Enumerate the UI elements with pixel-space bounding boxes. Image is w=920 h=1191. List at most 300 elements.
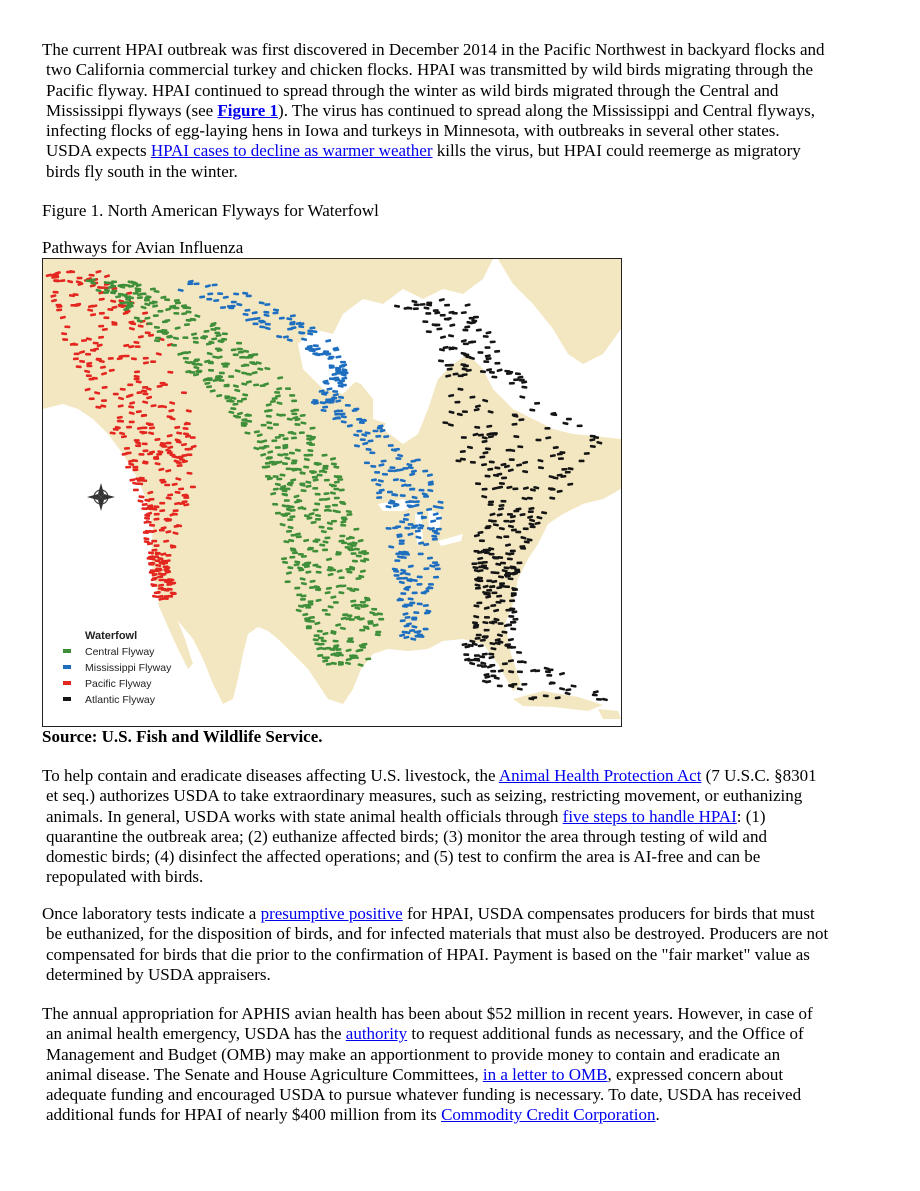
pacific-bird-marker [89,397,95,400]
central-bird-marker [334,497,340,500]
central-bird-marker [301,555,307,558]
atlantic-bird-marker [491,591,497,594]
mississippi-bird-marker [356,430,362,433]
atlantic-bird-marker [475,587,481,590]
central-bird-marker [162,320,168,323]
mississippi-bird-marker [394,559,400,562]
pacific-bird-marker [141,479,147,482]
authority-link[interactable]: authority [345,1024,408,1044]
pacific-bird-marker [124,355,130,358]
atlantic-bird-marker [488,653,494,656]
atlantic-bird-marker [596,698,602,701]
p3-line-2: be euthanized, for the disposition of birds, and for infected materials that must also be destroyed. Producers are not [46,924,829,944]
mississippi-bird-marker [405,484,411,487]
p4-line-4 [42,1065,892,1085]
pacific-bird-marker [85,353,91,356]
central-bird-marker [276,478,282,481]
mississippi-bird-marker [388,469,394,472]
mississippi-bird-marker [287,327,293,330]
paragraph-3 [42,904,892,985]
atlantic-bird-marker [494,362,500,365]
intro-line-5: infecting flocks of egg-laying hens in Iowa and turkeys in Minnesota, with outbreaks in several other states. [46,121,780,141]
central-bird-marker [275,446,281,449]
pacific-bird-marker [132,466,138,469]
atlantic-bird-marker [463,343,469,346]
pacific-bird-marker [111,323,117,326]
central-bird-marker [333,640,339,643]
atlantic-bird-marker [473,316,479,319]
pacific-bird-marker [86,374,92,377]
pacific-bird-marker [93,342,99,345]
central-bird-marker [222,332,228,335]
pacific-bird-marker [129,421,135,424]
atlantic-bird-marker [448,364,454,367]
atlantic-bird-marker [509,599,515,602]
mississippi-bird-marker [428,583,434,586]
central-bird-marker [173,312,179,315]
pacific-bird-marker [74,352,80,355]
pacific-bird-marker [108,357,114,360]
central-bird-marker [371,608,377,611]
mississippi-bird-marker [345,404,351,407]
mississippi-bird-marker [272,311,278,314]
atlantic-bird-marker [502,662,508,665]
mississippi-bird-marker [332,390,338,393]
central-bird-marker [289,556,295,559]
pacific-bird-marker [190,436,196,439]
central-bird-marker [312,550,318,553]
central-bird-marker [285,387,291,390]
pacific-bird-marker [125,466,131,469]
central-bird-marker [348,640,354,643]
mississippi-bird-marker [341,384,347,387]
atlantic-bird-marker [422,320,428,323]
atlantic-bird-marker [507,557,513,560]
atlantic-bird-marker [458,375,464,378]
central-bird-marker [265,462,271,465]
central-bird-marker [331,520,337,523]
legend-label-central: Central Flyway [85,646,155,658]
five-steps-link[interactable]: five steps to handle HPAI [562,806,737,826]
pacific-bird-marker [134,370,140,373]
central-bird-marker [365,657,371,660]
central-bird-marker [360,601,366,604]
atlantic-bird-marker [477,664,483,667]
atlantic-bird-marker [463,653,469,656]
central-bird-marker [291,412,297,415]
pacific-bird-marker [190,486,196,489]
mississippi-bird-marker [325,399,331,402]
central-bird-marker [289,394,295,397]
intro-paragraph [42,40,892,182]
mississippi-bird-marker [423,495,429,498]
central-bird-marker [237,400,243,403]
atlantic-bird-marker [503,535,509,538]
figure-1-link[interactable]: Figure 1 [217,100,279,120]
atlantic-bird-marker [499,582,505,585]
mississippi-bird-marker [246,295,252,298]
central-bird-marker [285,580,291,583]
atlantic-bird-marker [512,618,518,621]
figure-source: Source: U.S. Fish and Wildlife Service. [42,727,323,746]
central-bird-marker [317,630,323,633]
central-bird-marker [335,553,341,556]
atlantic-bird-marker [498,622,504,625]
central-bird-marker [237,348,243,351]
central-bird-marker [304,454,310,457]
paragraph-2 [42,766,892,888]
mississippi-bird-marker [395,457,401,460]
atlantic-bird-marker [461,436,467,439]
pacific-bird-marker [54,279,60,282]
atlantic-bird-marker [510,646,516,649]
legend-label-pacific: Pacific Flyway [85,678,152,690]
atlantic-bird-marker [485,592,491,595]
central-bird-marker [313,508,319,511]
central-bird-marker [312,487,318,490]
central-bird-marker [306,625,312,628]
atlantic-bird-marker [497,684,503,687]
central-bird-marker [184,323,190,326]
mississippi-bird-marker [313,344,319,347]
mississippi-bird-marker [388,444,394,447]
atlantic-bird-marker [509,607,515,610]
atlantic-bird-marker [548,487,554,490]
intro-line-6 [42,141,892,161]
mississippi-bird-marker [403,467,409,470]
atlantic-bird-marker [512,487,518,490]
atlantic-bird-marker [425,312,431,315]
atlantic-bird-marker [523,527,529,530]
central-bird-marker [111,289,117,292]
p2-line-4: quarantine the outbreak area; (2) euthanize affected birds; (3) monitor the area through testing of wild and [46,826,767,846]
central-bird-marker [214,332,220,335]
mississippi-bird-marker [423,567,429,570]
central-bird-marker [296,535,302,538]
central-bird-marker [333,488,339,491]
legend-title: Waterfowl [85,630,138,642]
atlantic-bird-marker [433,309,439,312]
mississippi-bird-marker [417,602,423,605]
pacific-bird-marker [168,579,174,582]
central-bird-marker [137,296,143,299]
central-bird-marker [289,452,295,455]
pacific-bird-marker [86,365,92,368]
mississippi-bird-marker [386,527,392,530]
p2-line-1 [42,766,892,786]
pacific-bird-marker [145,331,151,334]
atlantic-bird-marker [500,562,506,565]
p2-line-2: et seq.) authorizes USDA to take extraordinary measures, such as seizing, restricting movement, or euthanizing [46,786,803,806]
mississippi-bird-marker [361,419,367,422]
mississippi-bird-marker [231,301,237,304]
pacific-bird-marker [151,540,157,543]
mississippi-bird-marker [397,598,403,601]
central-bird-marker [356,555,362,558]
central-bird-marker [275,512,281,515]
pacific-bird-marker [73,357,79,360]
atlantic-bird-marker [507,371,513,374]
pacific-bird-marker [56,304,62,307]
central-bird-marker [291,459,297,462]
atlantic-bird-marker [561,468,567,471]
central-bird-marker [271,439,277,442]
central-bird-marker [367,620,373,623]
mississippi-bird-marker [360,438,366,441]
central-bird-marker [291,534,297,537]
pacific-bird-marker [163,565,169,568]
atlantic-bird-marker [489,664,495,667]
pacific-bird-marker [157,575,163,578]
mississippi-bird-marker [432,538,438,541]
pacific-bird-marker [159,529,165,532]
central-bird-marker [308,600,314,603]
pacific-bird-marker [164,484,170,487]
atlantic-bird-marker [510,627,516,630]
central-bird-marker [219,339,225,342]
central-bird-marker [296,593,302,596]
atlantic-bird-marker [413,307,419,310]
atlantic-bird-marker [414,303,420,306]
central-bird-marker [300,472,306,475]
central-bird-marker [373,613,379,616]
central-bird-marker [337,478,343,481]
central-bird-marker [316,571,322,574]
central-bird-marker [318,637,324,640]
pacific-bird-marker [127,384,133,387]
atlantic-bird-marker [558,457,564,460]
p2-line-3-post: : (1) [736,806,766,826]
mississippi-bird-marker [230,305,236,308]
central-bird-marker [349,618,355,621]
atlantic-bird-marker [452,312,458,315]
central-bird-marker [280,414,286,417]
intro-line-4-post: ). The virus has continued to spread along the Mississippi and Central flyways, [278,100,816,120]
pacific-bird-marker [142,449,148,452]
mississippi-bird-marker [289,323,295,326]
p2-line-3-pre: animals. In general, USDA works with state animal health officials through [46,806,563,826]
central-bird-marker [186,319,192,322]
flyway-map [42,258,622,727]
central-bird-marker [228,375,234,378]
central-bird-marker [300,598,306,601]
legend-swatch-atlantic [63,697,71,701]
central-bird-marker [262,466,268,469]
legend-swatch-mississippi [63,665,71,669]
mississippi-bird-marker [299,332,305,335]
atlantic-bird-marker [510,621,516,624]
pacific-bird-marker [167,451,173,454]
mississippi-bird-marker [334,413,340,416]
central-bird-marker [236,342,242,345]
intro-line-6-pre: USDA expects [46,141,151,161]
commodity-credit-corporation-link[interactable]: Commodity Credit Corporation [441,1105,656,1125]
central-bird-marker [336,475,342,478]
atlantic-bird-marker [513,378,519,381]
central-bird-marker [219,372,225,375]
atlantic-bird-marker [470,340,476,343]
mississippi-bird-marker [436,528,442,531]
central-bird-marker [182,336,188,339]
central-bird-marker [375,631,381,634]
pacific-bird-marker [159,502,165,505]
pacific-bird-marker [143,357,149,360]
pacific-bird-marker [173,509,179,512]
atlantic-bird-marker [516,651,522,654]
atlantic-bird-marker [440,314,446,317]
central-bird-marker [361,605,367,608]
central-bird-marker [319,498,325,501]
central-bird-marker [287,518,293,521]
pacific-bird-marker [103,316,109,319]
mississippi-bird-marker [217,292,223,295]
presumptive-positive-link[interactable]: presumptive positive [260,904,403,923]
central-bird-marker [324,536,330,539]
central-bird-marker [192,337,198,340]
p2-line-5: domestic birds; (4) disinfect the affected operations; and (5) test to confirm the area is AI-free and can be [46,847,761,867]
intro-line-3: Pacific flyway. HPAI continued to spread through the winter as wild birds migrated through the Central and [46,80,779,100]
p4-line-2 [42,1024,892,1044]
pacific-bird-marker [126,426,132,429]
mississippi-bird-marker [415,458,421,461]
mississippi-bird-marker [207,292,213,295]
mississippi-bird-marker [389,466,395,469]
central-bird-marker [308,547,314,550]
p2-line-6: repopulated with birds. [46,867,204,887]
central-bird-marker [157,310,163,313]
mississippi-bird-marker [212,283,218,286]
pacific-bird-marker [89,378,95,381]
central-bird-marker [283,437,289,440]
central-bird-marker [279,434,285,437]
atlantic-bird-marker [455,459,461,462]
central-bird-marker [284,487,290,490]
pacific-bird-marker [143,531,149,534]
pacific-bird-marker [166,583,172,586]
central-bird-marker [222,365,228,368]
atlantic-bird-marker [503,520,509,523]
pacific-bird-marker [124,447,130,450]
central-bird-marker [161,329,167,332]
p2-line-1-post: (7 U.S.C. §8301 [701,766,817,785]
atlantic-bird-marker [491,376,497,379]
pacific-bird-marker [135,444,141,447]
atlantic-bird-marker [544,427,550,430]
atlantic-bird-marker [484,551,490,554]
atlantic-bird-marker [509,458,515,461]
pacific-bird-marker [53,291,59,294]
pacific-bird-marker [154,544,160,547]
atlantic-bird-marker [488,503,494,506]
atlantic-bird-marker [507,513,513,516]
animal-health-act-link[interactable]: Animal Health Protection Act [498,766,702,785]
atlantic-bird-marker [484,629,490,632]
mississippi-bird-marker [341,371,347,374]
pacific-bird-marker [178,455,184,458]
central-bird-marker [359,629,365,632]
mississippi-bird-marker [364,462,370,465]
pacific-bird-marker [183,496,189,499]
legend-swatch-central [63,649,71,653]
central-bird-marker [135,290,141,293]
atlantic-bird-marker [483,335,489,338]
central-bird-marker [103,291,109,294]
atlantic-bird-marker [506,624,512,627]
mississippi-bird-marker [416,583,422,586]
p4-line-6-pre: additional funds for HPAI of nearly $400 million from its [46,1105,442,1125]
central-bird-marker [238,351,244,354]
mississippi-bird-marker [187,282,193,285]
pacific-bird-marker [101,399,107,402]
mississippi-bird-marker [264,303,270,306]
atlantic-bird-marker [500,500,506,503]
mississippi-bird-marker [422,470,428,473]
atlantic-bird-marker [543,694,549,697]
pacific-bird-marker [99,312,105,315]
pacific-bird-marker [66,271,72,274]
mississippi-bird-marker [399,542,405,545]
pacific-bird-marker [113,428,119,431]
pacific-bird-marker [163,595,169,598]
mississippi-bird-marker [392,526,398,529]
pacific-bird-marker [160,382,166,385]
central-bird-marker [294,587,300,590]
central-bird-marker [266,457,272,460]
atlantic-bird-marker [447,368,453,371]
atlantic-bird-marker [534,402,540,405]
central-bird-marker [335,648,341,651]
atlantic-bird-marker [490,340,496,343]
pacific-bird-marker [158,579,164,582]
atlantic-bird-marker [436,327,442,330]
pacific-bird-marker [77,277,83,280]
central-bird-marker [345,546,351,549]
atlantic-bird-marker [513,510,519,513]
central-bird-marker [144,299,150,302]
decline-link[interactable]: HPAI cases to decline as warmer weather [150,141,433,161]
p4-line-1: The annual appropriation for APHIS avian health has been about $52 million in recent years. However, in case of [42,1004,813,1023]
central-bird-marker [273,423,279,426]
central-bird-marker [338,661,344,664]
central-bird-marker [229,400,235,403]
figure-subtitle: Pathways for Avian Influenza [42,238,244,257]
central-bird-marker [299,431,305,434]
atlantic-bird-marker [515,531,521,534]
mississippi-bird-marker [414,500,420,503]
central-bird-marker [175,301,181,304]
central-bird-marker [340,524,346,527]
mississippi-bird-marker [435,567,441,570]
letter-to-omb-link[interactable]: in a letter to OMB [482,1064,608,1084]
p4-line-2-post: to request additional funds as necessary, and the Office of [407,1024,804,1044]
central-bird-marker [339,535,345,538]
atlantic-bird-marker [480,370,486,373]
atlantic-bird-marker [501,476,507,479]
pacific-bird-marker [141,507,147,510]
central-bird-marker [141,292,147,295]
central-bird-marker [244,356,250,359]
central-bird-marker [332,504,338,507]
central-bird-marker [272,503,278,506]
p3-line-1-pre: Once laboratory tests indicate a [42,904,261,923]
mississippi-bird-marker [374,471,380,474]
central-bird-marker [224,395,230,398]
pacific-bird-marker [142,442,148,445]
central-bird-marker [243,364,249,367]
central-bird-marker [347,587,353,590]
atlantic-bird-marker [419,303,425,306]
central-bird-marker [183,357,189,360]
